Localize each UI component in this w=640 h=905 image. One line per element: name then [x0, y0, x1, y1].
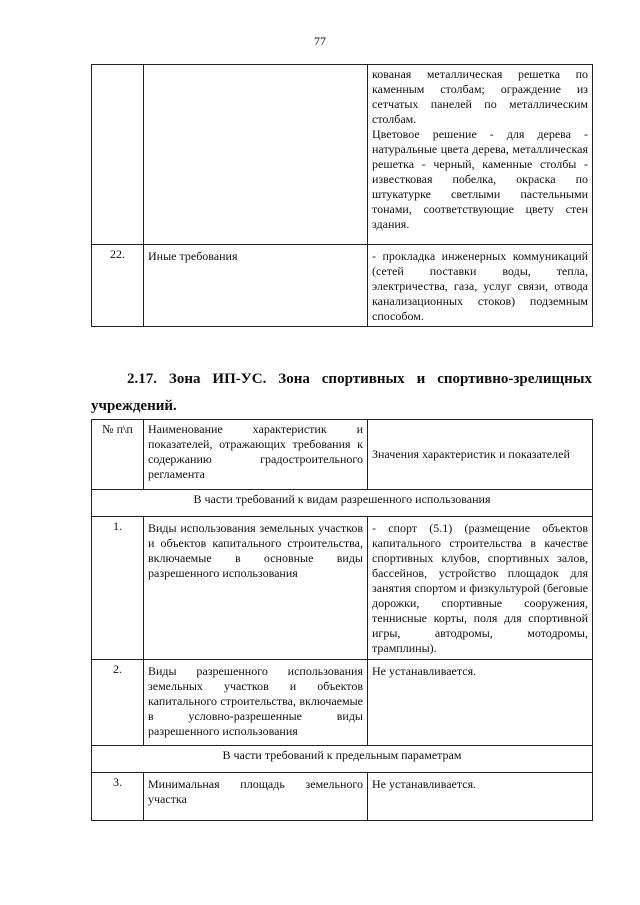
- requirements-table-continued: [91, 64, 593, 327]
- row-value-cell: Не устанавливается.: [368, 660, 593, 746]
- row-number-cell: 22.: [92, 245, 144, 327]
- row-number-cell: 1.: [92, 517, 144, 660]
- table-row: [92, 517, 593, 660]
- table-section-row: [92, 490, 593, 517]
- table-row: [92, 773, 593, 821]
- table-header-row: [92, 420, 593, 490]
- row-number-cell: 2.: [92, 660, 144, 746]
- header-number-cell: № п\п: [92, 420, 144, 490]
- table-row: [92, 65, 593, 245]
- value-paragraph: кованая металлическая решетка по каменным столбам; ограждение из сетчатых панелей по металлическим столбам.: [372, 67, 588, 126]
- row-name-cell: Виды использования земельных участков и объектов капитального строительства, включаемые в основные виды разрешенного использования: [144, 517, 368, 660]
- section-row-limit-parameters: В части требований к предельным параметрам: [92, 746, 593, 773]
- row-name-cell: [144, 65, 368, 245]
- section-row-permitted-uses: В части требований к видам разрешенного использования: [92, 490, 593, 517]
- table-row: [92, 660, 593, 746]
- section-heading-text: 2.17. Зона ИП-УС. Зона спортивных и спортивно-зрелищных учреждений.: [91, 371, 592, 414]
- row-name-cell: Виды разрешенного использования земельных участков и объектов капитального строительства, включаемые в условно-разрешенные виды разрешенного использования: [144, 660, 368, 746]
- header-value-cell: Значения характеристик и показателей: [368, 420, 593, 490]
- table-section-row: [92, 746, 593, 773]
- page-number: 77: [314, 34, 326, 48]
- row-value-cell: - прокладка инженерных коммуникаций (сетей поставки воды, тепла, электричества, газа, услуг связи, отвода канализационных стоков) подземным способом.: [368, 245, 593, 327]
- row-number-cell: [92, 65, 144, 245]
- header-name-cell: Наименование характеристик и показателей, отражающих требования к содержанию градостроительного регламента: [144, 420, 368, 490]
- row-name-cell: Минимальная площадь земельного участка: [144, 773, 368, 821]
- value-paragraph: Цветовое решение - для дерева - натуральные цвета дерева, металлическая решетка - черный, каменные столбы - известковая побелка, окраска по штукатурке светлыми пастельными тонами, соответствующие цвету стен здания.: [372, 127, 588, 231]
- row-name-cell: Иные требования: [144, 245, 368, 327]
- row-value-cell: [368, 65, 593, 245]
- row-value-cell: Не устанавливается.: [368, 773, 593, 821]
- row-value-cell: - спорт (5.1) (размещение объектов капитального строительства в качестве спортивных клубов, спортивных залов, бассейнов, устройство площадок для занятия спортом и физкультурой (беговые дорожки, спортивные сооружения, теннисные корты, поля для спортивной игры, автодромы, мотодромы, трамплины).: [368, 517, 593, 660]
- row-number-cell: 3.: [92, 773, 144, 821]
- section-heading: [91, 366, 592, 420]
- table-row: [92, 245, 593, 327]
- zone-requirements-table: [91, 419, 593, 821]
